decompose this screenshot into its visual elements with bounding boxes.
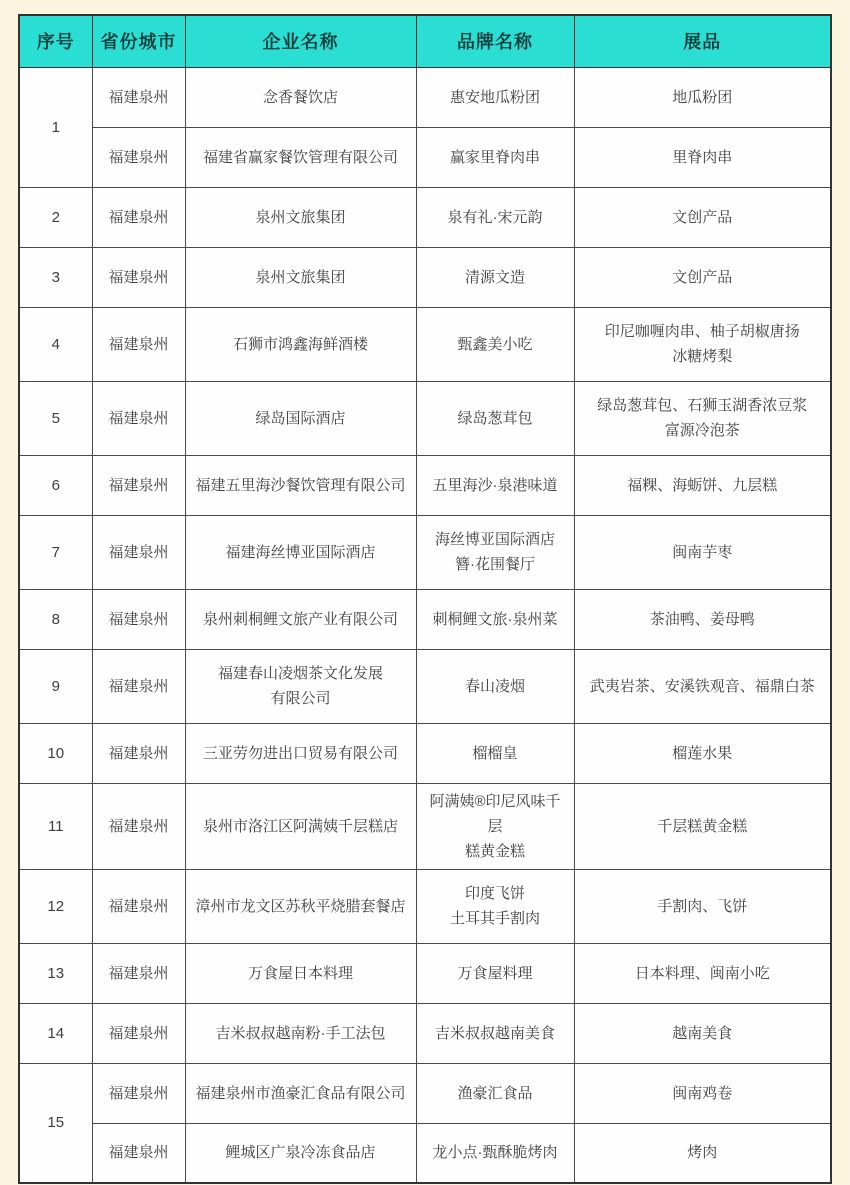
cell-brand-name: 春山凌烟 — [416, 649, 574, 723]
cell-province-city: 福建泉州 — [92, 783, 185, 869]
cell-exhibits: 千层糕黄金糕 — [574, 783, 831, 869]
cell-company-name: 泉州刺桐鲤文旅产业有限公司 — [185, 589, 416, 649]
cell-serial-number: 11 — [19, 783, 92, 869]
cell-serial-number: 2 — [19, 187, 92, 247]
cell-exhibits-line: 绿岛葱茸包、石狮玉湖香浓豆浆 — [597, 397, 808, 414]
cell-province-city: 福建泉州 — [92, 127, 185, 187]
cell-exhibits: 茶油鸭、姜母鸭 — [574, 589, 831, 649]
cell-exhibits: 里脊肉串 — [574, 127, 831, 187]
cell-exhibits-line: 冰糖烤梨 — [672, 348, 733, 365]
table-header-row — [19, 15, 831, 67]
cell-brand-name-line: 阿满姨®印尼风味千层 — [429, 792, 561, 835]
cell-serial-number: 10 — [19, 723, 92, 783]
cell-company-name: 福建五里海沙餐饮管理有限公司 — [185, 455, 416, 515]
cell-company-name: 福建省赢家餐饮管理有限公司 — [185, 127, 416, 187]
table-row — [19, 67, 831, 127]
cell-brand-name-line: 海丝博亚国际酒店 — [434, 531, 555, 548]
cell-brand-name: 五里海沙·泉港味道 — [416, 455, 574, 515]
table-row — [19, 381, 831, 455]
cell-company-name: 念香餐饮店 — [185, 67, 416, 127]
cell-brand-name: 吉米叔叔越南美食 — [416, 1003, 574, 1063]
cell-exhibits: 手割肉、飞饼 — [574, 869, 831, 943]
table-row — [19, 589, 831, 649]
table-row — [19, 307, 831, 381]
table-row — [19, 943, 831, 1003]
cell-exhibits — [574, 381, 831, 455]
cell-company-name: 泉州文旅集团 — [185, 247, 416, 307]
table-row — [19, 869, 831, 943]
cell-province-city: 福建泉州 — [92, 67, 185, 127]
table-row — [19, 187, 831, 247]
cell-province-city: 福建泉州 — [92, 1063, 185, 1123]
cell-brand-name: 渔豪汇食品 — [416, 1063, 574, 1123]
cell-serial-number: 9 — [19, 649, 92, 723]
cell-company-name: 福建泉州市渔豪汇食品有限公司 — [185, 1063, 416, 1123]
cell-exhibits — [574, 307, 831, 381]
table-row — [19, 649, 831, 723]
cell-serial-number: 1 — [19, 67, 92, 187]
cell-brand-name-line: 印度飞饼 — [464, 885, 525, 902]
cell-company-name: 漳州市龙文区苏秋平烧腊套餐店 — [185, 869, 416, 943]
cell-serial-number: 6 — [19, 455, 92, 515]
cell-serial-number: 7 — [19, 515, 92, 589]
cell-exhibits: 文创产品 — [574, 247, 831, 307]
cell-serial-number: 15 — [19, 1063, 92, 1183]
cell-exhibits: 闽南鸡卷 — [574, 1063, 831, 1123]
cell-exhibits: 福粿、海蛎饼、九层糕 — [574, 455, 831, 515]
cell-exhibits: 地瓜粉团 — [574, 67, 831, 127]
table-row — [19, 783, 831, 869]
cell-exhibits: 武夷岩茶、安溪铁观音、福鼎白茶 — [574, 649, 831, 723]
cell-province-city: 福建泉州 — [92, 943, 185, 1003]
cell-exhibits: 闽南芋枣 — [574, 515, 831, 589]
cell-province-city: 福建泉州 — [92, 649, 185, 723]
cell-company-name: 绿岛国际酒店 — [185, 381, 416, 455]
table-row — [19, 127, 831, 187]
cell-company-name: 三亚劳勿进出口贸易有限公司 — [185, 723, 416, 783]
cell-brand-name — [416, 869, 574, 943]
cell-province-city: 福建泉州 — [92, 869, 185, 943]
cell-province-city: 福建泉州 — [92, 1003, 185, 1063]
cell-exhibits: 越南美食 — [574, 1003, 831, 1063]
cell-brand-name: 榴榴皇 — [416, 723, 574, 783]
table-row — [19, 1063, 831, 1123]
header-brand-name: 品牌名称 — [416, 15, 574, 67]
cell-serial-number: 3 — [19, 247, 92, 307]
cell-exhibits-line: 印尼咖喱肉串、柚子胡椒唐扬 — [604, 323, 800, 340]
cell-exhibits-line: 富源冷泡茶 — [664, 422, 740, 439]
cell-company-name-line: 福建春山凌烟茶文化发展 — [217, 665, 383, 682]
header-exhibits: 展品 — [574, 15, 831, 67]
cell-province-city: 福建泉州 — [92, 589, 185, 649]
table-row — [19, 723, 831, 783]
header-serial-number: 序号 — [19, 15, 92, 67]
cell-province-city: 福建泉州 — [92, 515, 185, 589]
table-row — [19, 247, 831, 307]
cell-company-name: 福建海丝博亚国际酒店 — [185, 515, 416, 589]
cell-exhibits: 榴莲水果 — [574, 723, 831, 783]
cell-brand-name: 龙小点·甄酥脆烤肉 — [416, 1123, 574, 1183]
cell-brand-name: 绿岛葱茸包 — [416, 381, 574, 455]
cell-brand-name-line: 簪·花围餐厅 — [455, 556, 535, 573]
header-province-city: 省份城市 — [92, 15, 185, 67]
cell-brand-name: 泉有礼·宋元韵 — [416, 187, 574, 247]
cell-company-name: 泉州文旅集团 — [185, 187, 416, 247]
cell-company-name: 鲤城区广泉冷冻食品店 — [185, 1123, 416, 1183]
cell-brand-name — [416, 783, 574, 869]
cell-exhibits: 烤肉 — [574, 1123, 831, 1183]
cell-company-name: 万食屋日本料理 — [185, 943, 416, 1003]
cell-province-city: 福建泉州 — [92, 307, 185, 381]
cell-brand-name: 惠安地瓜粉团 — [416, 67, 574, 127]
cell-company-name-line: 有限公司 — [270, 690, 331, 707]
cell-company-name: 泉州市洛江区阿满姨千层糕店 — [185, 783, 416, 869]
table-row — [19, 1003, 831, 1063]
cell-serial-number: 13 — [19, 943, 92, 1003]
table-row — [19, 455, 831, 515]
header-company-name: 企业名称 — [185, 15, 416, 67]
cell-brand-name: 清源文造 — [416, 247, 574, 307]
table-row — [19, 515, 831, 589]
cell-serial-number: 8 — [19, 589, 92, 649]
cell-brand-name: 甄鑫美小吃 — [416, 307, 574, 381]
cell-serial-number: 4 — [19, 307, 92, 381]
cell-province-city: 福建泉州 — [92, 187, 185, 247]
table-body — [19, 67, 831, 1183]
cell-exhibits: 日本料理、闽南小吃 — [574, 943, 831, 1003]
cell-company-name: 石狮市鸿鑫海鲜酒楼 — [185, 307, 416, 381]
table-row — [19, 1123, 831, 1183]
cell-province-city: 福建泉州 — [92, 723, 185, 783]
cell-company-name — [185, 649, 416, 723]
cell-serial-number: 5 — [19, 381, 92, 455]
exhibitor-table — [18, 14, 832, 1184]
cell-brand-name: 赢家里脊肉串 — [416, 127, 574, 187]
cell-province-city: 福建泉州 — [92, 1123, 185, 1183]
cell-brand-name: 刺桐鲤文旅·泉州菜 — [416, 589, 574, 649]
cell-province-city: 福建泉州 — [92, 381, 185, 455]
cell-brand-name-line: 土耳其手割肉 — [449, 910, 540, 927]
cell-brand-name: 万食屋料理 — [416, 943, 574, 1003]
cell-brand-name-line: 糕黄金糕 — [464, 842, 525, 860]
cell-serial-number: 12 — [19, 869, 92, 943]
cell-company-name: 吉米叔叔越南粉·手工法包 — [185, 1003, 416, 1063]
cell-province-city: 福建泉州 — [92, 455, 185, 515]
cell-exhibits: 文创产品 — [574, 187, 831, 247]
cell-serial-number: 14 — [19, 1003, 92, 1063]
cell-province-city: 福建泉州 — [92, 247, 185, 307]
cell-brand-name — [416, 515, 574, 589]
